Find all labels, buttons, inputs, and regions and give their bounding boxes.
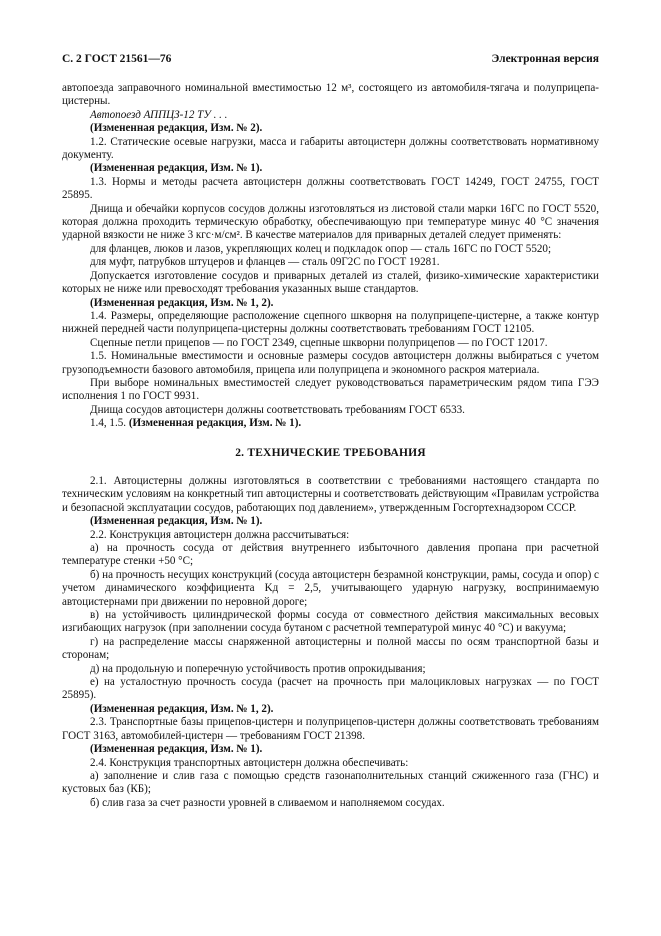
amendment-note: (Измененная редакция, Изм. № 1).: [90, 515, 263, 528]
paragraph: [62, 417, 599, 430]
paragraph: Сцепные петли прицепов — по ГОСТ 2349, сцепные шкворни полуприцепов — по ГОСТ 12017.: [90, 336, 548, 349]
paragraph: в) на устойчивость цилиндрической формы сосуда от совместного действия максимальных весовых изгибающих нагрузок (при заполнении сосуда бутаном с расчетной температурой минус 40 °С) и вакуума;: [62, 609, 599, 635]
paragraph: а) на прочность сосуда от действия внутреннего избыточного давления пропана при расчетной температуре стенки +50 °С;: [62, 542, 599, 568]
amendment-note: (Измененная редакция, Изм. № 1).: [128, 417, 302, 430]
paragraph: для фланцев, люков и лазов, укрепляющих колец и подкладок опор — сталь 16ГС по ГОСТ 5520;: [90, 242, 552, 255]
paragraph: б) слив газа за счет разности уровней в сливаемом и наполняемом сосудах.: [90, 796, 445, 809]
paragraph: 2.3. Транспортные базы прицепов-цистерн и полуприцепов-цистерн должны соответствовать требованиям ГОСТ 3163, автомобилей-цистерн — требованиям ГОСТ 21398.: [62, 716, 599, 742]
paragraph: Днища сосудов автоцистерн должны соответствовать требованиям ГОСТ 6533.: [90, 403, 465, 416]
paragraph: г) на распределение массы снаряженной автоцистерны и полной массы по осям транспортной базы и сторонам;: [62, 635, 599, 662]
clause-numbers: 1.4, 1.5.: [90, 417, 127, 430]
paragraph: 1.4. Размеры, определяющие расположение сцепного шкворня на полуприцепе-цистерне, а также контур нижней передней части полуприцепа-цистерны должны соответствовать требованиям ГОСТ 12105.: [62, 309, 599, 336]
paragraph: а) заполнение и слив газа с помощью средств газонаполнительных станций сжиженного газа (ГНС) и кустовых баз (КБ);: [62, 769, 599, 796]
paragraph: Автопоезд АППЦЗ-12 ТУ . . .: [90, 108, 228, 121]
amendment-note: (Измененная редакция, Изм. № 1).: [90, 743, 263, 756]
paragraph: 2.2. Конструкция автоцистерн должна рассчитываться:: [90, 528, 350, 541]
paragraph: 1.3. Нормы и методы расчета автоцистерн должны соответствовать ГОСТ 14249, ГОСТ 24755, ГОСТ 25895.: [62, 175, 599, 202]
page-number-standard: С. 2 ГОСТ 21561—76: [62, 53, 172, 65]
paragraph: Допускается изготовление сосудов и приварных деталей из сталей, физико-химические характеристики которых не ниже или превосходят требования указанных выше стандартов.: [62, 269, 599, 296]
amendment-note: (Измененная редакция, Изм. № 1, 2).: [90, 702, 274, 715]
edition-label: Электронная версия: [491, 53, 599, 65]
section-heading: 2. ТЕХНИЧЕСКИЕ ТРЕБОВАНИЯ: [235, 446, 426, 459]
amendment-note: (Измененная редакция, Изм. № 1, 2).: [90, 296, 274, 309]
page-header: [62, 53, 599, 69]
document-body: [62, 82, 599, 810]
paragraph: 1.2. Статические осевые нагрузки, масса и габариты автоцистерн должны соответствовать нормативному документу.: [62, 135, 599, 162]
paragraph: е) на усталостную прочность сосуда (расчет на прочность при малоцикловых нагрузках — по ГОСТ 25895).: [62, 676, 599, 702]
paragraph: 2.4. Конструкция транспортных автоцистерн должна обеспечивать:: [90, 756, 409, 769]
paragraph: 1.5. Номинальные вместимости и основные размеры сосудов автоцистерн должны выбираться с учетом грузоподъемности базового автомобиля, прицепа или полуприцепа и экономного раскроя материала.: [62, 350, 599, 376]
paragraph: 2.1. Автоцистерны должны изготовляться в соответствии с требованиями настоящего стандарта по техническим условиям на конкретный тип автоцистерны и соответствовать действующим «Правилам устройства и безопасной эксплуатации сосудов, работающих под давлением», утвержденным Госгортехнадзором СССР.: [62, 474, 599, 514]
paragraph: для муфт, патрубков штуцеров и фланцев — сталь 09Г2С по ГОСТ 19281.: [90, 256, 440, 269]
amendment-note: (Измененная редакция, Изм. № 2).: [90, 122, 263, 135]
paragraph: Днища и обечайки корпусов сосудов должны изготовляться из листовой стали марки 16ГС по ГОСТ 5520, которая должна проходить термическую обработку, обеспечивающую при температуре минус 40 °С значения ударной вязкости не ниже 3 кгс·м/см². В качестве материалов для приварных деталей следует применять:: [62, 202, 599, 242]
amendment-note: (Измененная редакция, Изм. № 1).: [90, 162, 263, 175]
paragraph: автопоезда заправочного номинальной вместимостью 12 м³, состоящего из автомобиля-тягача и полуприцепа-цистерны.: [62, 82, 599, 108]
paragraph: д) на продольную и поперечную устойчивость против опрокидывания;: [90, 662, 426, 675]
paragraph: При выборе номинальных вместимостей следует руководствоваться параметрическим рядом типа ГЭЭ исполнения 1 по ГОСТ 9931.: [62, 376, 599, 403]
paragraph: б) на прочность несущих конструкций (сосуда автоцистерн безрамной конструкции, рамы, сосуда и опор) с учетом динамического коэффициента Kд = 2,5, учитывающего ударную нагрузку, воспринимаемую автоцистернами при движении по неровной дороге;: [62, 568, 599, 608]
